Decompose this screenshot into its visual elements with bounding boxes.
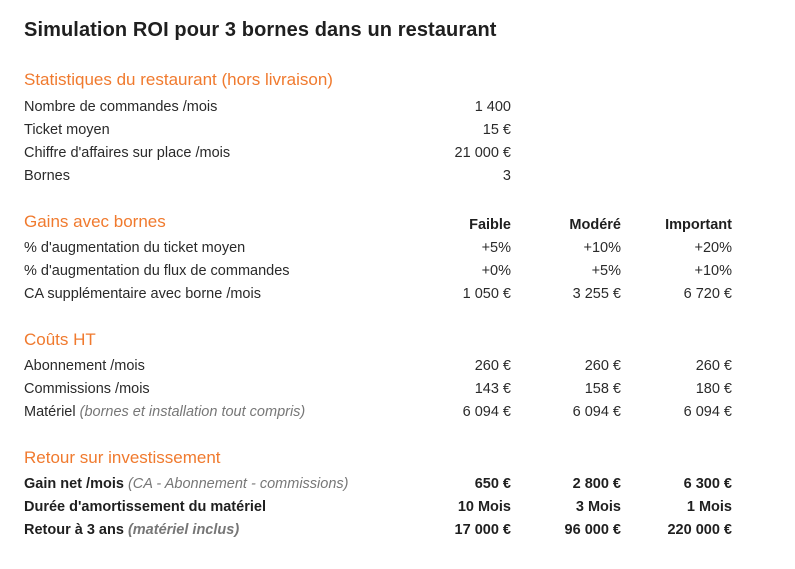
section-heading-gains: Gains avec bornes bbox=[24, 212, 166, 231]
row-label: Retour à 3 ans (matériel inclus) bbox=[24, 522, 240, 538]
row-value-important: 6 300 € bbox=[683, 476, 732, 492]
gains-row bbox=[24, 283, 744, 305]
stats-row bbox=[24, 96, 744, 118]
row-label: Bornes bbox=[24, 168, 70, 184]
row-value-modere: 260 € bbox=[584, 358, 621, 374]
row-label: Abonnement /mois bbox=[24, 358, 145, 374]
section-heading-roi: Retour sur investissement bbox=[24, 448, 221, 467]
row-value-faible: 650 € bbox=[474, 476, 511, 492]
row-value-important: 1 Mois bbox=[686, 499, 732, 515]
row-value-important: 6 720 € bbox=[683, 286, 732, 302]
row-label: Nombre de commandes /mois bbox=[24, 99, 218, 115]
row-value-important: 220 000 € bbox=[667, 522, 732, 538]
stats-row bbox=[24, 165, 744, 187]
row-value: 15 € bbox=[482, 122, 511, 138]
page-title: Simulation ROI pour 3 bornes dans un restaurant bbox=[24, 19, 497, 41]
row-note: (CA - Abonnement - commissions) bbox=[127, 476, 349, 492]
row-value-important: 180 € bbox=[695, 381, 732, 397]
row-value-important: 260 € bbox=[695, 358, 732, 374]
section-heading-stats: Statistiques du restaurant (hors livraison) bbox=[24, 70, 333, 89]
row-note: (bornes et installation tout compris) bbox=[79, 404, 306, 420]
section-heading-couts: Coûts HT bbox=[24, 330, 96, 349]
row-value: 3 bbox=[502, 168, 511, 184]
row-label: Commissions /mois bbox=[24, 381, 150, 397]
row-value-important: +10% bbox=[694, 263, 732, 279]
gains-row bbox=[24, 237, 744, 259]
row-label: % d'augmentation du flux de commandes bbox=[24, 263, 290, 279]
row-value-faible: 17 000 € bbox=[454, 522, 511, 538]
row-value-modere: 96 000 € bbox=[564, 522, 621, 538]
row-value-modere: 2 800 € bbox=[572, 476, 621, 492]
row-value-modere: 3 Mois bbox=[575, 499, 621, 515]
couts-row bbox=[24, 355, 744, 377]
row-label: Chiffre d'affaires sur place /mois bbox=[24, 145, 231, 161]
row-value-faible: 6 094 € bbox=[462, 404, 511, 420]
row-value-important: +20% bbox=[694, 240, 732, 256]
row-label: % d'augmentation du ticket moyen bbox=[24, 240, 246, 256]
column-header-important: Important bbox=[665, 217, 732, 233]
row-value-modere: +10% bbox=[583, 240, 621, 256]
row-value-faible: 10 Mois bbox=[457, 499, 511, 515]
roi-row bbox=[24, 519, 744, 541]
row-label: Ticket moyen bbox=[24, 122, 110, 138]
row-label: Matériel (bornes et installation tout compris) bbox=[24, 404, 306, 420]
roi-row bbox=[24, 473, 744, 495]
stats-row bbox=[24, 119, 744, 141]
row-value-important: 6 094 € bbox=[683, 404, 732, 420]
row-value-modere: +5% bbox=[591, 263, 621, 279]
couts-row bbox=[24, 378, 744, 400]
couts-row bbox=[24, 401, 744, 423]
row-note: (matériel inclus) bbox=[127, 522, 240, 538]
row-value-faible: +0% bbox=[481, 263, 511, 279]
row-value-modere: 6 094 € bbox=[572, 404, 621, 420]
row-value-faible: +5% bbox=[481, 240, 511, 256]
row-value: 1 400 bbox=[474, 99, 511, 115]
roi-row bbox=[24, 496, 744, 518]
row-label: Gain net /mois (CA - Abonnement - commissions) bbox=[24, 476, 349, 492]
row-value-modere: 3 255 € bbox=[572, 286, 621, 302]
row-label: Durée d'amortissement du matériel bbox=[24, 499, 266, 515]
row-value-faible: 260 € bbox=[474, 358, 511, 374]
column-headers bbox=[24, 214, 744, 236]
column-header-modere: Modéré bbox=[569, 217, 621, 233]
row-value: 21 000 € bbox=[454, 145, 511, 161]
row-value-faible: 1 050 € bbox=[462, 286, 511, 302]
row-value-modere: 158 € bbox=[584, 381, 621, 397]
row-value-faible: 143 € bbox=[474, 381, 511, 397]
gains-row bbox=[24, 260, 744, 282]
stats-row bbox=[24, 142, 744, 164]
row-label: CA supplémentaire avec borne /mois bbox=[24, 286, 261, 302]
column-header-faible: Faible bbox=[469, 217, 511, 233]
